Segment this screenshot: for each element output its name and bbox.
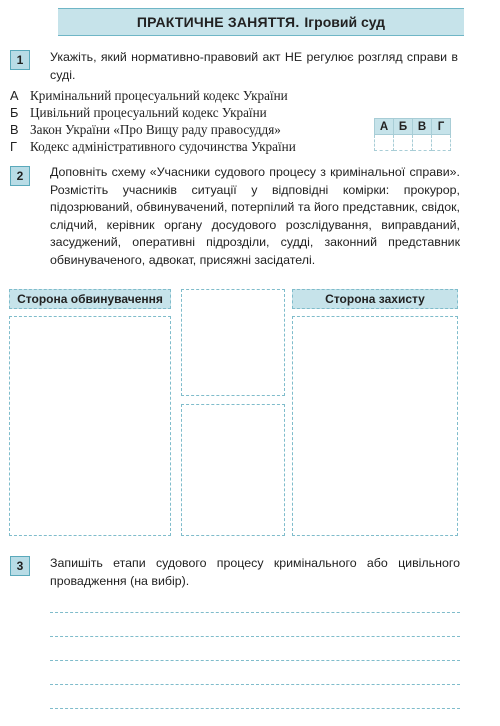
question-1-text: Укажіть, який нормативно-правовий акт НЕ регулює розгляд справи в суді. bbox=[50, 50, 458, 82]
option-b[interactable] bbox=[10, 104, 296, 121]
page-title bbox=[58, 8, 464, 36]
option-letter: А bbox=[10, 88, 19, 103]
grid-header-a: А bbox=[375, 119, 394, 135]
grid-cell-b[interactable] bbox=[394, 135, 413, 151]
defense-header: Сторона захисту bbox=[292, 289, 458, 309]
answer-line[interactable] bbox=[50, 708, 460, 709]
prosecution-header: Сторона обвинувачення bbox=[9, 289, 171, 309]
question-1-options bbox=[10, 87, 296, 155]
grid-cell-v[interactable] bbox=[413, 135, 432, 151]
defense-box[interactable] bbox=[292, 316, 458, 536]
answer-line[interactable] bbox=[50, 660, 460, 661]
option-v[interactable] bbox=[10, 121, 296, 138]
option-text: Кодекс адміністративного судочинства України bbox=[30, 139, 296, 154]
question-2-number: 2 bbox=[10, 166, 30, 186]
option-letter: В bbox=[10, 122, 19, 137]
grid-header-b: Б bbox=[394, 119, 413, 135]
grid-header-v: В bbox=[413, 119, 432, 135]
question-2-text: Доповніть схему «Учасники судового процесу з кримінальної справи». Розмістіть учасників ситуації у відповідні комірки: прокурор, підозрюваний, обвинувачений, потерпілий та його представник, свідок, слідчий, керівник органу досудового розслідування, виправданий, засуджений, оперативні підрозділи, судді, законний представник обвинуваченого, адвокат, присяжні засідателі. bbox=[50, 165, 460, 267]
title-sub: Ігровий суд bbox=[304, 14, 386, 30]
option-text: Закон України «Про Вищу раду правосуддя» bbox=[30, 122, 281, 137]
grid-header-g: Г bbox=[432, 119, 451, 135]
option-text: Кримінальний процесуальний кодекс України bbox=[30, 88, 288, 103]
question-3-number: 3 bbox=[10, 556, 30, 576]
option-a[interactable] bbox=[10, 87, 296, 104]
question-3-text: Запишіть етапи судового процесу кримінального або цивільного провадження (на вибір). bbox=[50, 556, 460, 588]
option-letter: Б bbox=[10, 105, 19, 120]
answer-line[interactable] bbox=[50, 612, 460, 613]
option-text: Цивільний процесуальний кодекс України bbox=[30, 105, 267, 120]
answer-line[interactable] bbox=[50, 636, 460, 637]
grid-cell-a[interactable] bbox=[375, 135, 394, 151]
middle-box-bottom[interactable] bbox=[181, 404, 285, 536]
middle-box-top[interactable] bbox=[181, 289, 285, 396]
question-1-number: 1 bbox=[10, 50, 30, 70]
answer-line[interactable] bbox=[50, 684, 460, 685]
grid-cell-g[interactable] bbox=[432, 135, 451, 151]
prosecution-box[interactable] bbox=[9, 316, 171, 536]
title-main: ПРАКТИЧНЕ ЗАНЯТТЯ. bbox=[136, 14, 300, 30]
option-letter: Г bbox=[10, 139, 17, 154]
answer-grid bbox=[374, 118, 451, 151]
option-g[interactable] bbox=[10, 138, 296, 155]
